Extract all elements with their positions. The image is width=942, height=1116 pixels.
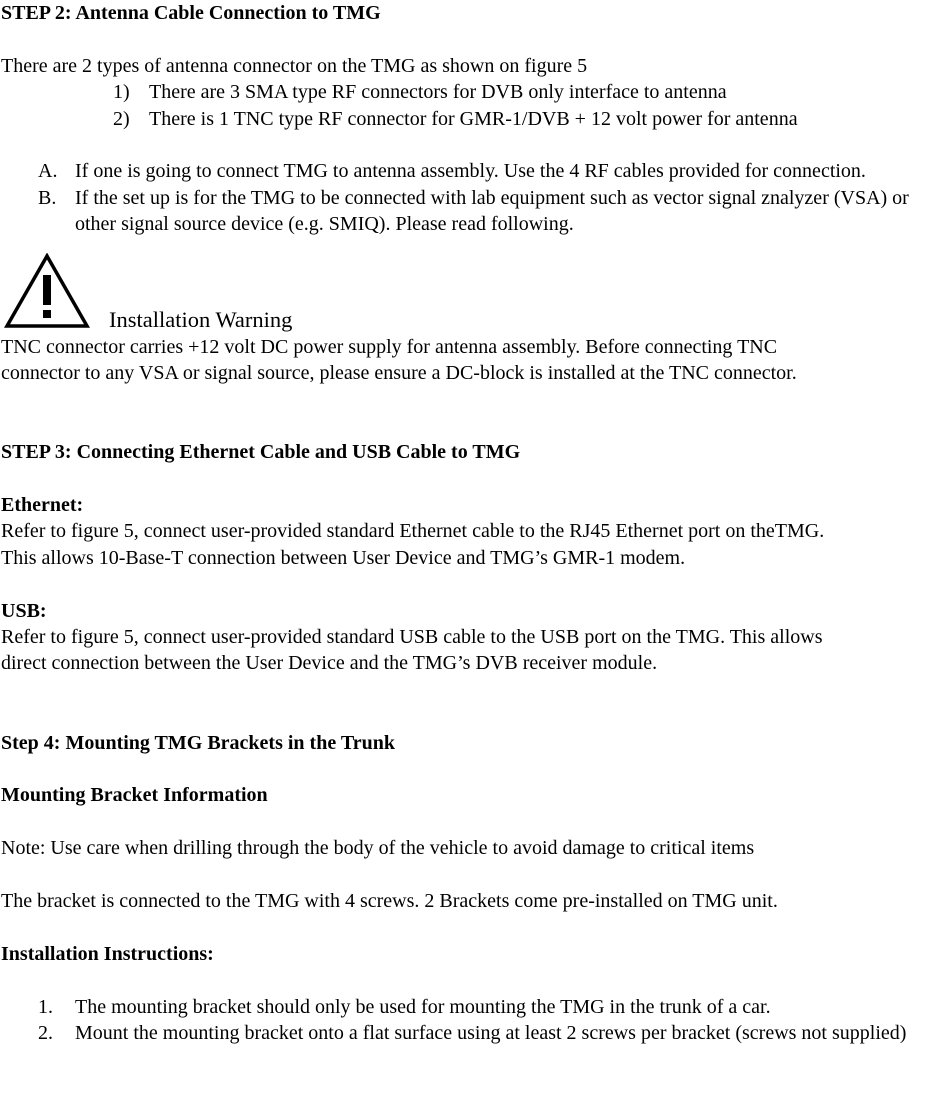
ethernet-text-line: This allows 10-Base-T connection between User Device and TMG’s GMR-1 modem. (1, 546, 686, 569)
list-marker: A. (38, 160, 58, 183)
list-item (1, 79, 942, 105)
list-item-text: There is 1 TNC type RF connector for GMR-1/DVB + 12 volt power for antenna (149, 107, 798, 130)
warning-text-line: TNC connector carries +12 volt DC power supply for antenna assembly. Before connecting TNC (1, 335, 778, 358)
installation-warning (1, 248, 942, 334)
list-marker: 1. (38, 995, 53, 1018)
step3-heading: STEP 3: Connecting Ethernet Cable and USB Cable to TMG (1, 441, 521, 464)
list-item-text: There are 3 SMA type RF connectors for DVB only interface to antenna (149, 81, 727, 104)
list-item-text: Mount the mounting bracket onto a flat surface using at least 2 screws per bracket (screws not supplied) (75, 1022, 907, 1045)
list-marker: 1) (113, 81, 130, 104)
instructions-list (1, 994, 942, 1047)
list-item (1, 158, 942, 184)
warning-triangle-icon (4, 253, 90, 329)
step4-heading: Step 4: Mounting TMG Brackets in the Trunk (1, 731, 395, 754)
option-list (1, 158, 942, 237)
ethernet-text-line: Refer to figure 5, connect user-provided standard Ethernet cable to the RJ45 Ethernet port on theTMG. (1, 520, 825, 543)
step2-intro: There are 2 types of antenna connector on the TMG as shown on figure 5 (1, 54, 588, 77)
step4-subheading: Mounting Bracket Information (1, 784, 268, 807)
list-item (1, 185, 942, 238)
instructions-label: Installation Instructions: (1, 942, 214, 965)
usb-text-line: Refer to figure 5, connect user-provided standard USB cable to the USB port on the TMG. This allows (1, 626, 823, 649)
warning-title: Installation Warning (109, 306, 293, 332)
connector-list (1, 79, 942, 132)
list-item (1, 106, 942, 132)
usb-label: USB: (1, 599, 47, 622)
bracket-info: The bracket is connected to the TMG with 4 screws. 2 Brackets come pre-installed on TMG unit. (1, 890, 778, 913)
warning-text-line: connector to any VSA or signal source, please ensure a DC-block is installed at the TNC connector. (1, 362, 797, 385)
step2-heading: STEP 2: Antenna Cable Connection to TMG (1, 2, 381, 24)
list-marker: 2) (113, 107, 130, 130)
list-item-text: If the set up is for the TMG to be connected with lab equipment such as vector signal znalyzer (VSA) or other signal source device (e.g. SMIQ). Please read following. (75, 186, 909, 236)
list-item (1, 1020, 942, 1046)
document-page (1, 0, 942, 1046)
ethernet-label: Ethernet: (1, 494, 84, 517)
usb-text-line: direct connection between the User Device and the TMG’s DVB receiver module. (1, 652, 658, 675)
list-item (1, 994, 942, 1020)
list-item-text: If one is going to connect TMG to antenna assembly. Use the 4 RF cables provided for connection. (75, 160, 866, 183)
step4-note: Note: Use care when drilling through the body of the vehicle to avoid damage to critical items (1, 837, 755, 860)
list-marker: 2. (38, 1022, 53, 1045)
list-item-text: The mounting bracket should only be used for mounting the TMG in the trunk of a car. (75, 995, 771, 1018)
list-marker: B. (38, 186, 57, 209)
